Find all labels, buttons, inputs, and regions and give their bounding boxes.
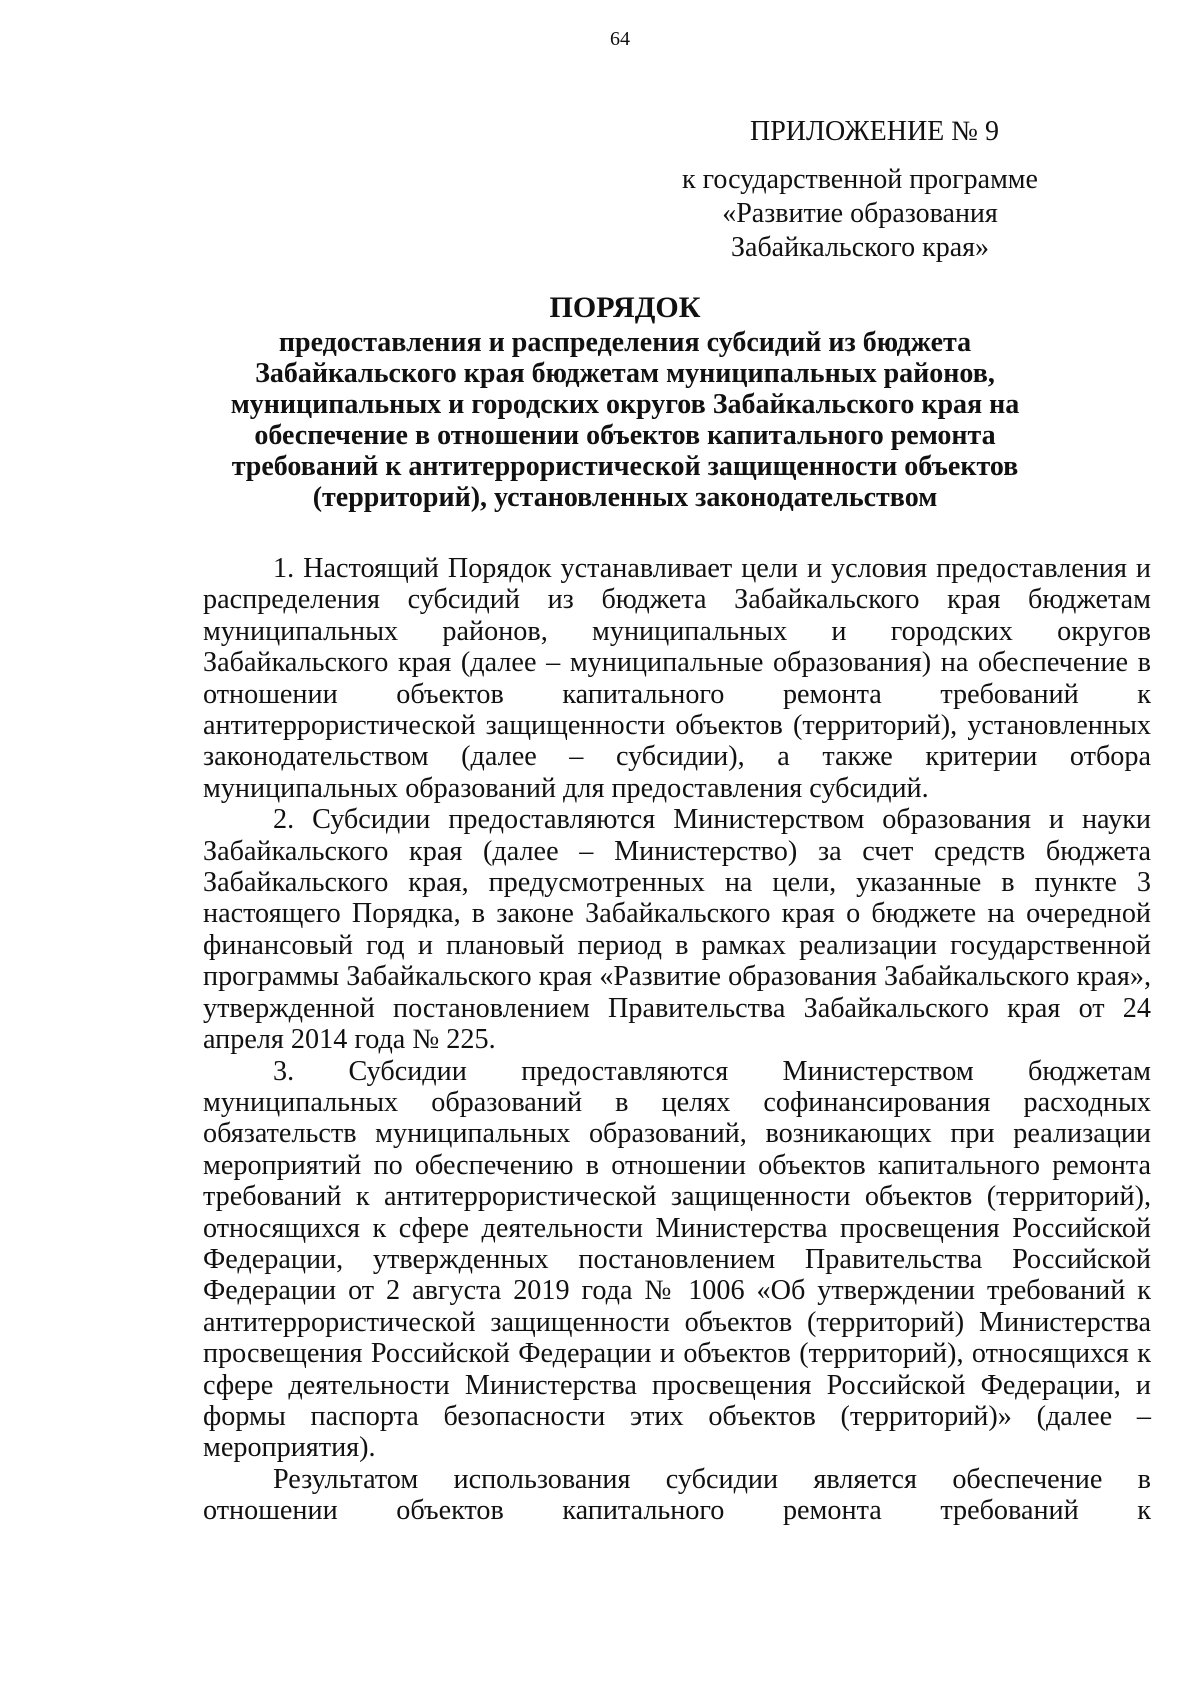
appendix-title: ПРИЛОЖЕНИЕ № 9 xyxy=(750,116,999,147)
paragraph-4: Результатом использования субсидии является обеспечение в отношении объектов капитального ремонта требований к xyxy=(203,1463,1151,1527)
document-heading xyxy=(180,292,1070,513)
document-title: ПОРЯДОК xyxy=(549,291,701,324)
page-number: 64 xyxy=(610,28,630,50)
appendix-ref-line-1: к государственной программе xyxy=(682,164,1038,195)
appendix-ref-line-3: Забайкальского края» xyxy=(730,232,989,263)
paragraph-1: 1. Настоящий Порядок устанавливает цели и условия предоставления и распределения субсидий из бюджета Забайкальского края бюджетам муниципальных районов, муниципальных и городских округов Забайкальского края (далее – муниципальные образования) на обеспечение в отношении объектов капитального ремонта требований к антитеррористической защищенности объектов (территорий), установленных законодательством (далее – субсидии), а также критерии отбора муниципальных образований для предоставления субсидий. xyxy=(203,553,1151,804)
appendix-block xyxy=(680,115,1060,265)
paragraph-3: 3. Субсидии предоставляются Министерством бюджетам муниципальных образований в целях софинансирования расходных обязательств муниципальных образований, возникающих при реализации мероприятий по обеспечению в отношении объектов капитального ремонта требований к антитеррористической защищенности объектов (территорий), относящихся к сфере деятельности Министерства просвещения Российской Федерации, утвержденных постановлением Правительства Российской Федерации от 2 августа 2019 года № 1006 «Об утверждении требований к антитеррористической защищенности объектов (территорий) Министерства просвещения Российской Федерации и объектов (территорий), относящихся к сфере деятельности Министерства просвещения Российской Федерации, и формы паспорта безопасности этих объектов (территорий)» (далее – мероприятия). xyxy=(203,1055,1151,1464)
document-subtitle: предоставления и распределения субсидий из бюджета Забайкальского края бюджетам муниципальных районов, муниципальных и городских округов Забайкальского края на обеспечение в отношении объектов капитального ремонта требований к антитеррористической защищенности объектов (территорий), установленных законодательством xyxy=(230,327,1020,513)
document-body xyxy=(203,553,1151,1527)
appendix-ref-line-2: «Развитие образования xyxy=(722,198,998,229)
paragraph-2: 2. Субсидии предоставляются Министерством образования и науки Забайкальского края (далее – Министерство) за счет средств бюджета Забайкальского края, предусмотренных на цели, указанные в пункте 3 настоящего Порядка, в законе Забайкальского края о бюджете на очередной финансовый год и плановый период в рамках реализации государственной программы Забайкальского края «Развитие образования Забайкальского края», утвержденной постановлением Правительства Забайкальского края от 24 апреля 2014 года № 225. xyxy=(203,804,1151,1056)
